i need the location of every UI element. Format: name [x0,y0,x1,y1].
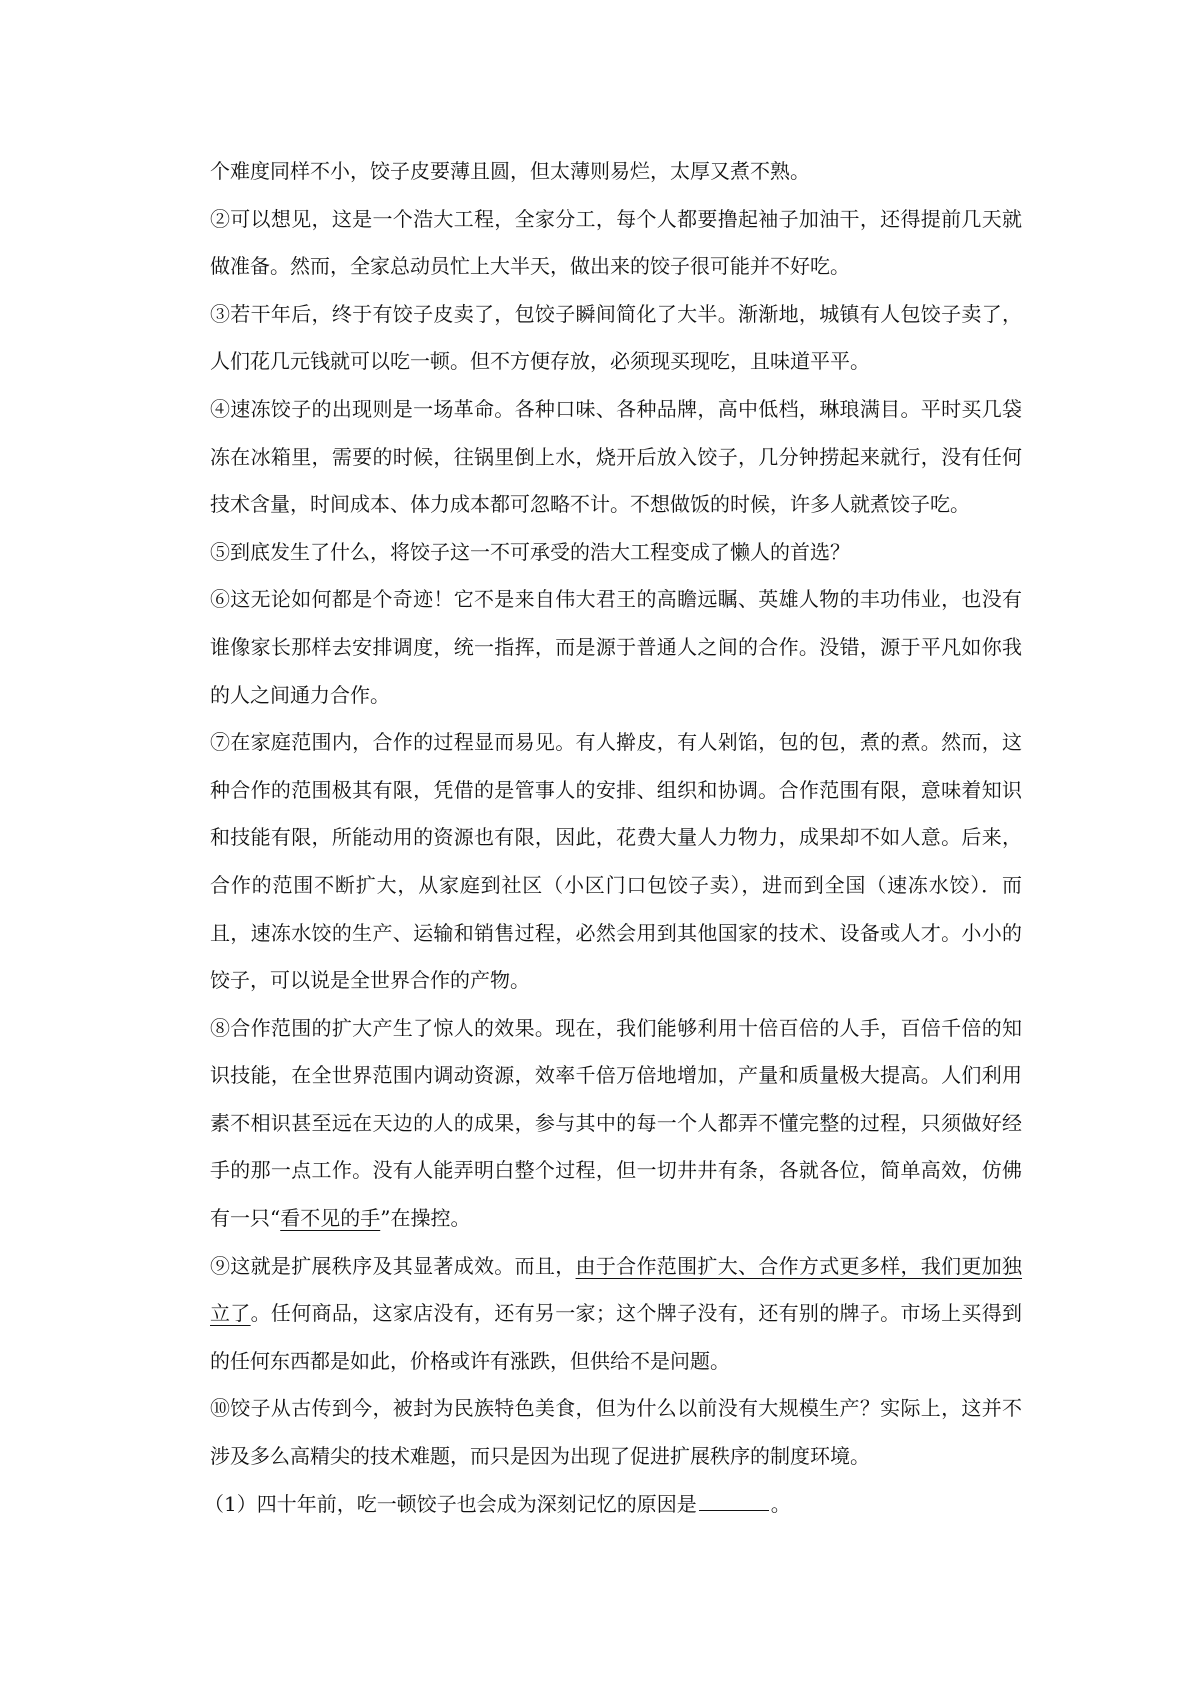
paragraph-2 [210,196,1022,291]
paragraph-5 [210,529,1022,577]
paragraph-text: ⑩饺子从古传到今，被封为民族特色美食，但为什么以前没有大规模生产？实际上，这并不涉及多么高精尖的技术难题，而只是因为出现了促进扩展秩序的制度环境。 [210,1396,1022,1469]
paragraph-text: ⑤到底发生了什么，将饺子这一不可承受的浩大工程变成了懒人的首选？ [210,539,850,564]
paragraph-0 [210,148,1022,196]
paragraph-7 [210,719,1022,1005]
paragraph-text: ④速冻饺子的出现则是一场革命。各种口味、各种品牌，高中低档，琳琅满目。平时买几袋冻在冰箱里，需要的时候，往锅里倒上水，烧开后放入饺子，几分钟捞起来就行，没有任何技术含量，时间成本、体力成本都可忽略不计。不想做饭的时候，许多人就煮饺子吃。 [210,396,1022,517]
underlined-phrase: 看不见的手 [280,1206,381,1231]
paragraph-text: ”在操控。 [380,1206,471,1231]
underlined-sentence: 由于合作范围扩大、合作方式更多样，我们更加独立了 [210,1253,1023,1326]
question-text: （1）四十年前，吃一顿饺子也会成为深刻记忆的原因是 [204,1491,697,1516]
paragraph-6 [210,576,1022,719]
paragraph-text: ②可以想见，这是一个浩大工程，全家分工，每个人都要撸起袖子加油干，还得提前几天就做准备。然而，全家总动员忙上大半天，做出来的饺子很可能并不好吃。 [210,206,1022,279]
paragraph-text: ③若干年后，终于有饺子皮卖了，包饺子瞬间简化了大半。渐渐地，城镇有人包饺子卖了，人们花几元钱就可以吃一顿。但不方便存放，必须现买现吃，且味道平平。 [210,301,1022,374]
paragraph-text: 。任何商品，这家店没有，还有另一家；这个牌子没有，还有别的牌子。市场上买得到的任何东西都是如此，价格或许有涨跌，但供给不是问题。 [210,1301,1023,1373]
question-end-mark: 。 [770,1491,791,1516]
answer-blank[interactable] [699,1492,769,1511]
paragraph-text: ⑧合作范围的扩大产生了惊人的效果。现在，我们能够利用十倍百倍的人手，百倍千倍的知识技能，在全世界范围内调动资源，效率千倍万倍地增加，产量和质量极大提高。人们利用素不相识甚至远在天边的人的成果，参与其中的每一个人都弄不懂完整的过程，只须做好经手的那一点工作。没有人能弄明白整个过程，但一切井井有条，各就各位，简单高效，仿佛有一只“ [210,1015,1022,1231]
document-page [204,148,1023,1528]
question-1 [204,1481,1022,1529]
paragraph-4 [210,386,1022,529]
paragraph-3 [210,291,1022,386]
paragraph-10 [210,1385,1022,1480]
paragraph-text: ⑥这无论如何都是个奇迹！它不是来自伟大君王的高瞻远瞩、英雄人物的丰功伟业，也没有谁像家长那样去安排调度，统一指挥，而是源于普通人之间的合作。没错，源于平凡如你我的人之间通力合作。 [210,587,1022,707]
paragraph-text: ⑨这就是扩展秩序及其显著成效。而且， [210,1253,576,1278]
paragraph-text: ⑦在家庭范围内，合作的过程显而易见。有人擀皮，有人剁馅，包的包，煮的煮。然而，这种合作的范围极其有限，凭借的是管事人的安排、组织和协调。合作范围有限，意味着知识和技能有限，所能动用的资源也有限，因此，花费大量人力物力，成果却不如人意。后来，合作的范围不断扩大，从家庭到社区（小区门口包饺子卖），进而到全国（速冻水饺）．而且，速冻水饺的生产、运输和销售过程，必然会用到其他国家的技术、设备或人才。小小的饺子，可以说是全世界合作的产物。 [210,730,1022,993]
paragraph-8 [210,1005,1022,1243]
paragraph-9 [210,1243,1022,1386]
paragraph-text: 个难度同样不小，饺子皮要薄且圆，但太薄则易烂，太厚又煮不熟。 [210,159,810,183]
